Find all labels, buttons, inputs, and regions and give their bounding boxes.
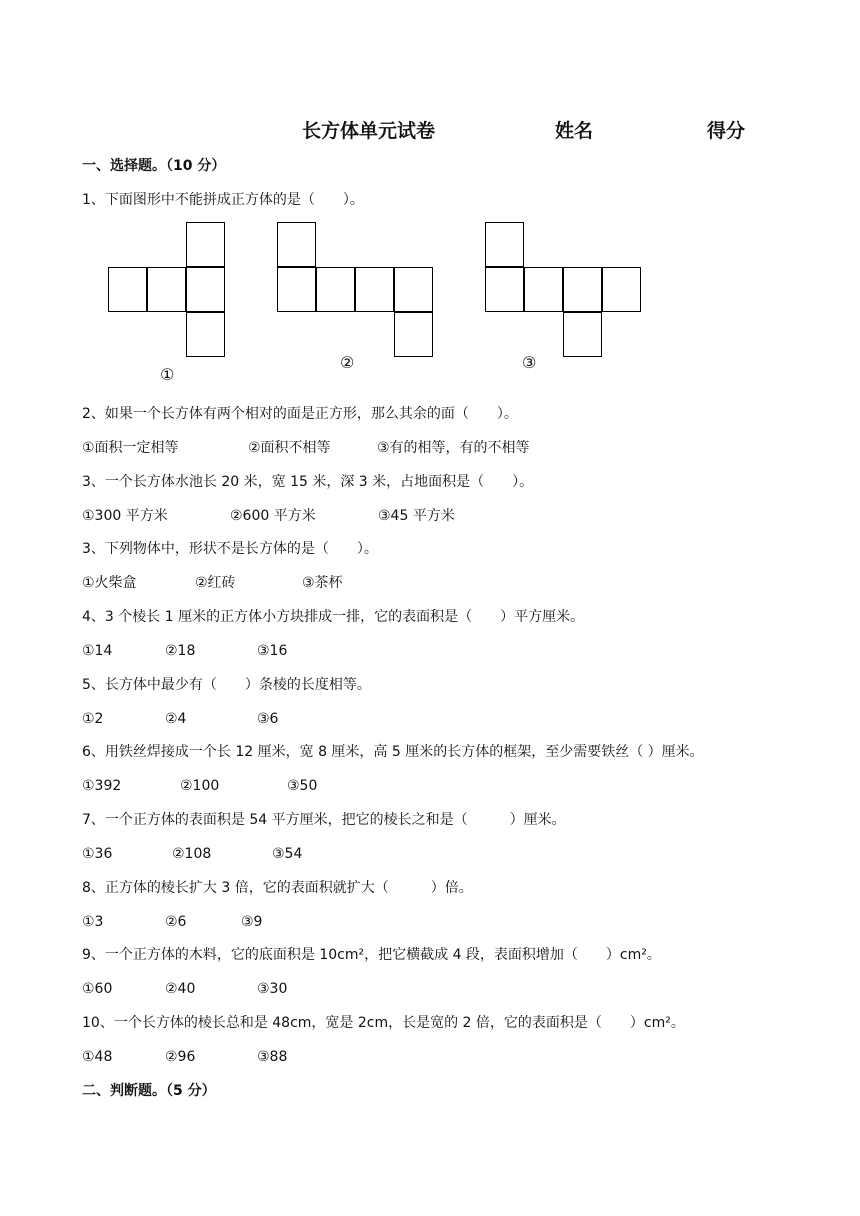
net-square [394,267,433,312]
net-square [485,222,524,267]
net-square [602,267,641,312]
option: ①300 平方米 [82,508,168,524]
net-square [277,222,316,267]
option: ①48 [82,1049,113,1065]
page-title: 长方体单元试卷 [302,120,436,142]
question-text: 6、用铁丝焊接成一个长 12 厘米，宽 8 厘米，高 5 厘米的长方体的框架，至少需要铁丝（ ）厘米。 [82,744,704,760]
section-heading-judgment: 二、判断题。（5 分） [82,1083,216,1099]
option: ①3 [82,914,104,930]
score-label: 得分 [707,120,746,142]
option: ②红砖 [195,575,236,591]
question-text: 8、正方体的棱长扩大 3 倍，它的表面积就扩大（ ）倍。 [82,880,473,896]
net-square [316,267,355,312]
figure-label-1: ① [160,365,175,384]
option: ③茶杯 [302,575,343,591]
question-text: 10、一个长方体的棱长总和是 48cm，宽是 2cm，长是宽的 2 倍，它的表面积是（ ）cm²。 [82,1015,685,1031]
question-text: 2、如果一个长方体有两个相对的面是正方形，那么其余的面（ ）。 [82,406,518,422]
option: ②18 [165,643,196,659]
net-square [563,267,602,312]
section-heading-choice: 一、选择题。（10 分） [82,158,226,174]
net-square [355,267,394,312]
figure-label-3: ③ [522,353,537,372]
net-square [186,312,225,357]
net-square [147,267,186,312]
option: ③88 [257,1049,288,1065]
option: ①60 [82,981,113,997]
question-1-text: 1、下面图形中不能拼成正方体的是（ ）。 [82,192,364,208]
net-square [524,267,563,312]
question-text: 9、一个正方体的木料，它的底面积是 10cm²，把它横截成 4 段，表面积增加（ ）cm²。 [82,947,661,963]
net-square [485,267,524,312]
option: ③30 [257,981,288,997]
net-square [108,267,147,312]
option: ②6 [165,914,187,930]
net-square [563,312,602,357]
option: ①36 [82,846,113,862]
option: ②600 平方米 [230,508,316,524]
option: ①392 [82,778,122,794]
net-square [277,267,316,312]
net-square [186,267,225,312]
option: ②100 [180,778,220,794]
net-square [394,312,433,357]
question-text: 3、一个长方体水池长 20 米，宽 15 米，深 3 米，占地面积是（ ）。 [82,474,534,490]
option: ③16 [257,643,288,659]
option: ③9 [241,914,263,930]
question-text: 5、长方体中最少有（ ）条棱的长度相等。 [82,677,371,693]
option: ①面积一定相等 [82,440,179,456]
option: ③有的相等，有的不相等 [377,440,530,456]
option: ②面积不相等 [248,440,331,456]
option: ③54 [272,846,303,862]
option: ②96 [165,1049,196,1065]
question-text: 3、下列物体中，形状不是长方体的是（ ）。 [82,541,378,557]
option: ①火柴盒 [82,575,137,591]
net-square [186,222,225,267]
question-text: 7、一个正方体的表面积是 54 平方厘米，把它的棱长之和是（ ）厘米。 [82,812,566,828]
option: ①14 [82,643,113,659]
option: ③45 平方米 [378,508,455,524]
option: ②40 [165,981,196,997]
option: ②108 [172,846,212,862]
figure-label-2: ② [340,353,355,372]
option: ③6 [257,711,279,727]
question-text: 4、3 个棱长 1 厘米的正方体小方块排成一排，它的表面积是（ ）平方厘米。 [82,609,585,625]
option: ③50 [287,778,318,794]
name-label: 姓名 [555,120,594,142]
option: ②4 [165,711,187,727]
option: ①2 [82,711,104,727]
